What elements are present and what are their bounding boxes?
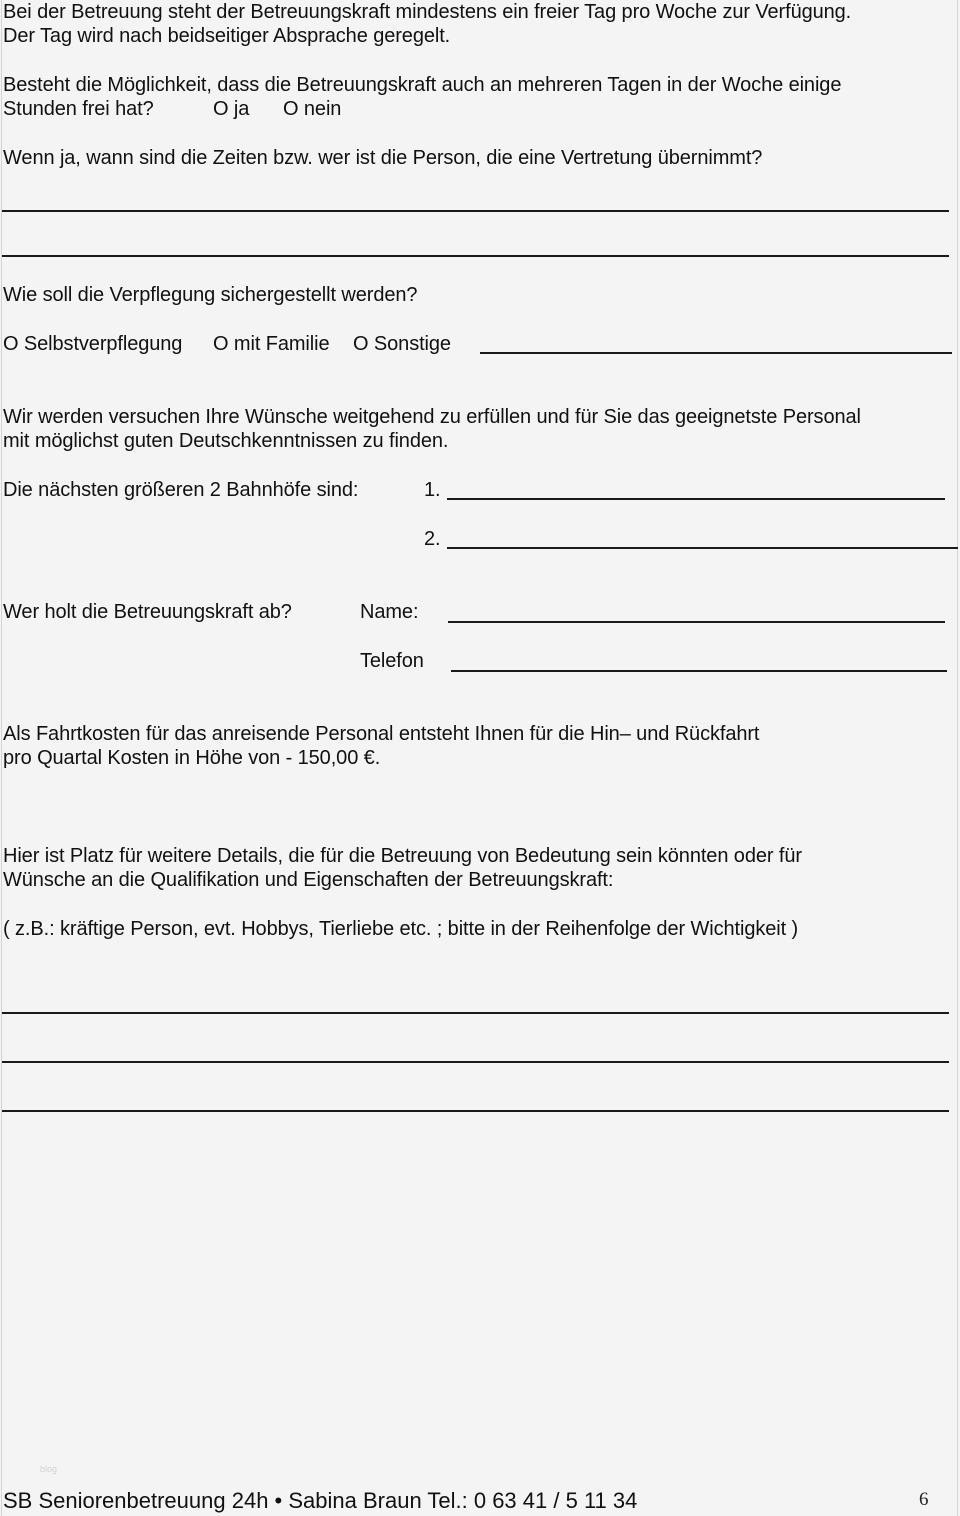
details-line-3-rule: [2, 1110, 949, 1112]
catering-question: Wie soll die Verpflegung sichergestellt werden?: [3, 284, 418, 306]
free-hours-question-line-2: Stunden frei hat?: [3, 98, 154, 120]
footer-contact: SB Seniorenbetreuung 24h • Sabina Braun Tel.: 0 63 41 / 5 11 34: [3, 1488, 638, 1513]
day-off-line-1: Bei der Betreuung steht der Betreuungskraft mindestens ein freier Tag pro Woche zur Verfügung.: [3, 1, 852, 23]
details-intro-line-1: Hier ist Platz für weitere Details, die für die Betreuung von Bedeutung sein könnten oder für: [3, 845, 802, 867]
station-2-field[interactable]: [449, 523, 955, 545]
pickup-phone-field[interactable]: [453, 646, 945, 668]
details-intro-line-2: Wünsche an die Qualifikation und Eigenschaften der Betreuungskraft:: [3, 869, 614, 891]
option-sonstige[interactable]: O Sonstige: [353, 333, 451, 355]
details-line-2-field[interactable]: [4, 1037, 944, 1059]
pickup-name-rule: [448, 621, 945, 623]
station-1-rule: [447, 498, 945, 500]
substitute-line-1-field[interactable]: [4, 186, 944, 208]
catering-other-rule: [480, 352, 952, 354]
watermark: blog: [40, 1464, 58, 1474]
page-number: 6: [919, 1489, 929, 1510]
option-mit-familie[interactable]: O mit Familie: [213, 333, 330, 355]
catering-other-field[interactable]: [482, 328, 948, 350]
option-selbstverpflegung[interactable]: O Selbstverpflegung: [3, 333, 183, 355]
if-yes-question: Wenn ja, wann sind die Zeiten bzw. wer ist die Person, die eine Vertretung übernimmt?: [3, 147, 763, 169]
wishes-note-line-2: mit möglichst guten Deutschkenntnissen zu finden.: [3, 430, 449, 452]
day-off-line-2: Der Tag wird nach beidseitiger Absprache geregelt.: [3, 25, 451, 47]
pickup-phone-rule: [451, 670, 947, 672]
option-ja[interactable]: O ja: [213, 98, 250, 120]
station-2-rule: [447, 547, 958, 549]
details-line-3-field[interactable]: [4, 1086, 944, 1108]
option-nein[interactable]: O nein: [283, 98, 342, 120]
free-hours-question-line-1: Besteht die Möglichkeit, dass die Betreuungskraft auch an mehreren Tagen in der Woche einige: [3, 74, 842, 96]
stations-label: Die nächsten größeren 2 Bahnhöfe sind:: [3, 479, 359, 501]
substitute-line-2-field[interactable]: [4, 231, 944, 253]
travel-costs-line-1: Als Fahrtkosten für das anreisende Personal entsteht Ihnen für die Hin– und Rückfahrt: [3, 723, 760, 745]
station-2-number: 2.: [424, 528, 441, 550]
details-line-2-rule: [2, 1061, 949, 1063]
travel-costs-line-2: pro Quartal Kosten in Höhe von - 150,00 €.: [3, 747, 381, 769]
substitute-line-1-rule: [2, 210, 949, 212]
pickup-question: Wer holt die Betreuungskraft ab?: [3, 601, 292, 623]
page-border-right: [957, 0, 958, 1516]
details-example: ( z.B.: kräftige Person, evt. Hobbys, Tierliebe etc. ; bitte in der Reihenfolge der Wichtigkeit ): [3, 918, 799, 940]
substitute-line-2-rule: [2, 255, 949, 257]
pickup-name-field[interactable]: [450, 597, 943, 619]
details-line-1-field[interactable]: [4, 988, 944, 1010]
station-1-field[interactable]: [449, 474, 943, 496]
station-1-number: 1.: [424, 479, 441, 501]
pickup-name-label: Name:: [360, 601, 419, 623]
wishes-note-line-1: Wir werden versuchen Ihre Wünsche weitgehend zu erfüllen und für Sie das geeignetste Personal: [3, 406, 861, 428]
page-border-left: [1, 0, 2, 1516]
pickup-phone-label: Telefon: [360, 650, 424, 672]
details-line-1-rule: [2, 1012, 949, 1014]
